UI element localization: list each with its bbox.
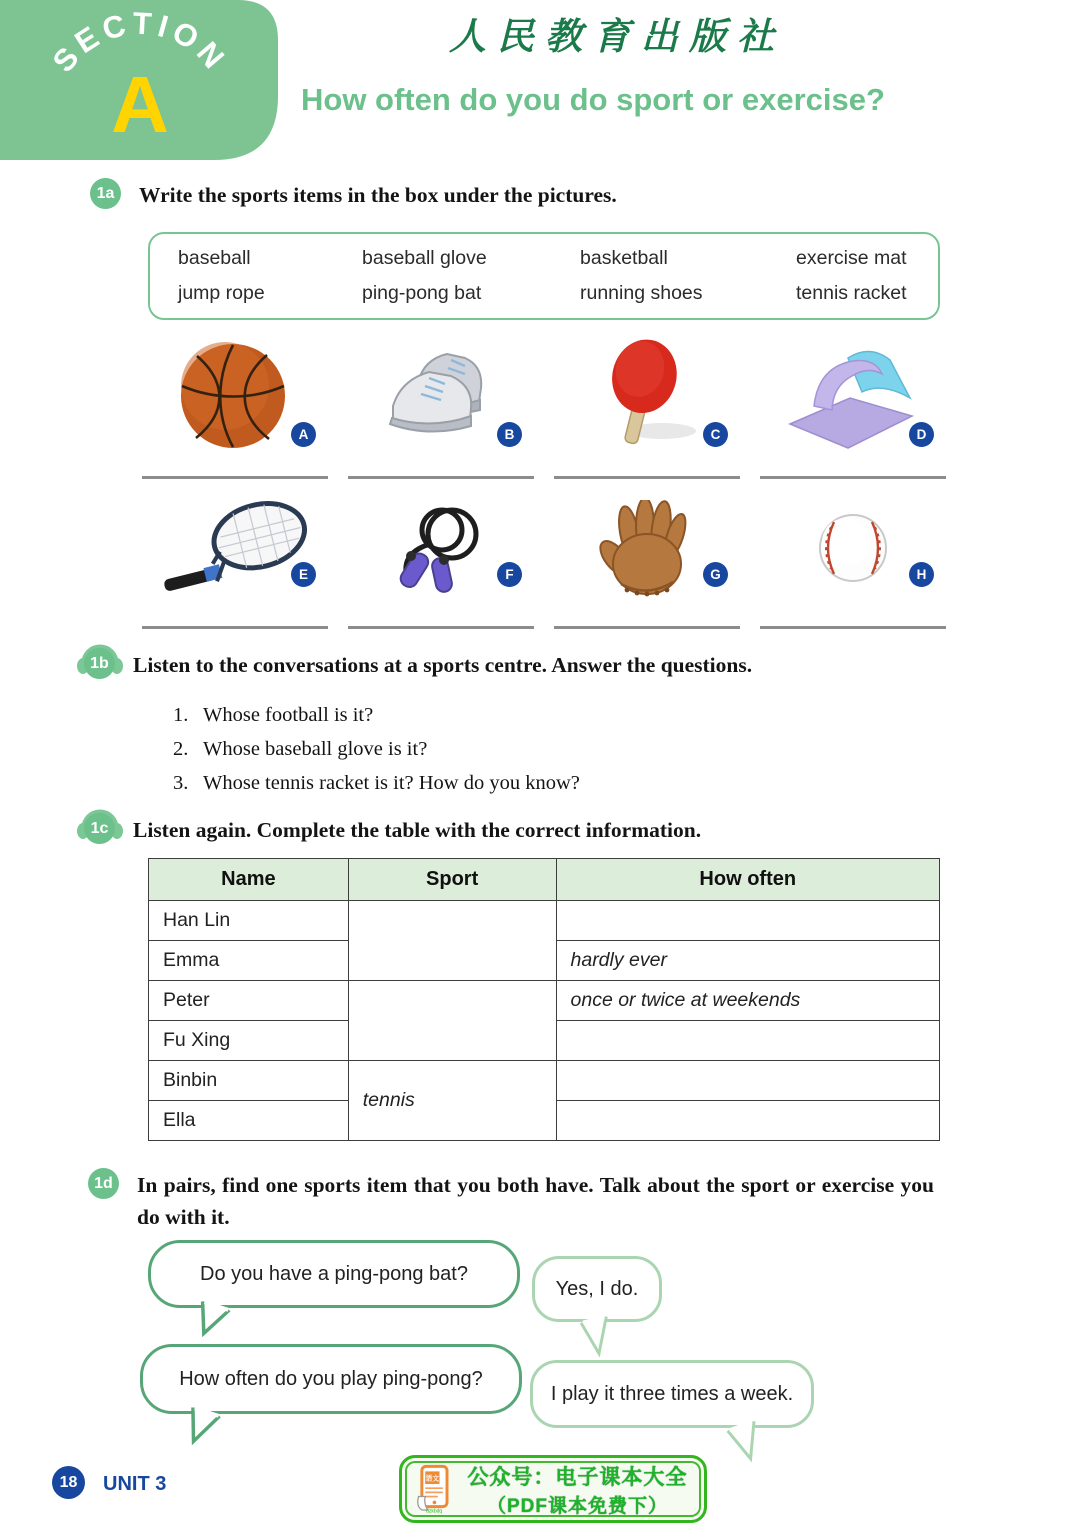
speech-bubble-question-1 (148, 1240, 520, 1308)
speech-text: How often do you play ping-pong? (179, 1367, 483, 1390)
unit-label: UNIT 3 (103, 1473, 167, 1495)
word-item: ping-pong bat (362, 282, 482, 304)
section-label: SECTION (45, 5, 235, 79)
tennis-racket-image (140, 500, 330, 610)
speech-bubble-question-2 (140, 1344, 522, 1414)
promo-line-1: 公众号：电子课本大全 (467, 1465, 688, 1489)
table-row (149, 1061, 940, 1101)
baseball-image (758, 500, 948, 610)
phone-ebook-icon (416, 1460, 453, 1518)
word-item: exercise mat (796, 247, 907, 269)
picture-cell-tennis-racket (140, 500, 330, 644)
picture-letter-badge: G (703, 562, 728, 587)
how-often-cell-empty[interactable] (556, 1061, 940, 1101)
word-box (148, 232, 940, 320)
pictures-grid (140, 336, 950, 644)
picture-cell-ping-pong-bat (552, 336, 742, 500)
activity-1c-heading (84, 813, 954, 846)
name-cell: Emma (149, 941, 349, 981)
answer-blank-line[interactable] (554, 626, 740, 629)
page-number-badge: 18 (52, 1466, 85, 1499)
picture-letter-badge: D (909, 422, 934, 447)
how-often-cell-empty[interactable] (556, 1101, 940, 1141)
picture-letter-badge: A (291, 422, 316, 447)
answer-blank-line[interactable] (348, 626, 534, 629)
activity-1b-heading (84, 648, 954, 681)
question-text: Whose football is it? (203, 703, 374, 726)
picture-letter-badge: B (497, 422, 522, 447)
answer-blank-line[interactable] (554, 476, 740, 479)
answer-blank-line[interactable] (760, 626, 946, 629)
question-text: Whose baseball glove is it? (203, 737, 428, 760)
word-item: jump rope (178, 282, 265, 304)
how-often-cell-empty[interactable] (556, 901, 940, 941)
picture-cell-jump-rope (346, 500, 536, 644)
bubble-tail (577, 1313, 622, 1361)
promo-line-2: （PDF课本免费下） (486, 1495, 668, 1517)
picture-cell-exercise-mat (758, 336, 948, 500)
picture-cell-baseball (758, 500, 948, 644)
table-header-name: Name (149, 859, 349, 901)
table-header-how-often: How often (556, 859, 940, 901)
phone-watermark-text: dzkbdq (426, 1508, 443, 1515)
question-text: Whose tennis racket is it? How do you know? (203, 771, 580, 794)
table-row (149, 901, 940, 941)
question-number: 3. (173, 771, 189, 794)
activity-1d-instruction: In pairs, find one sports item that you both have. Talk about the sport or exercise you do with it. (137, 1173, 934, 1229)
picture-letter-badge: E (291, 562, 316, 587)
word-item: baseball (178, 247, 251, 269)
table-header-row (149, 859, 940, 901)
how-often-cell: once or twice at weekends (556, 981, 940, 1021)
activity-1c-badge: 1c (84, 813, 115, 844)
picture-cell-basketball (140, 336, 330, 500)
activity-1d-badge: 1d (88, 1168, 119, 1199)
picture-letter-badge: F (497, 562, 522, 587)
activity-1a-badge: 1a (90, 178, 121, 209)
activity-1a-instruction: Write the sports items in the box under the pictures. (139, 183, 617, 207)
name-cell: Peter (149, 981, 349, 1021)
page-title: How often do you do sport or exercise? (301, 82, 885, 117)
answer-blank-line[interactable] (142, 476, 328, 479)
how-often-cell-empty[interactable] (556, 1021, 940, 1061)
speech-bubble-answer-1 (532, 1256, 662, 1322)
listening-table (148, 858, 940, 1141)
word-item: baseball glove (362, 247, 487, 269)
promo-badge (399, 1455, 707, 1523)
name-cell: Ella (149, 1101, 349, 1141)
answer-blank-line[interactable] (348, 476, 534, 479)
section-letter: A (111, 60, 169, 149)
table-row (149, 981, 940, 1021)
sport-cell-empty[interactable] (348, 981, 556, 1061)
bubble-tail (723, 1418, 771, 1468)
question-number: 1. (173, 703, 189, 726)
promo-text (461, 1461, 694, 1518)
bubble-tail (188, 1298, 233, 1343)
section-a-tab (0, 0, 280, 160)
question-number: 2. (173, 737, 189, 760)
speech-text: Yes, I do. (555, 1277, 639, 1300)
name-cell: Han Lin (149, 901, 349, 941)
speech-text: Do you have a ping-pong bat? (200, 1262, 468, 1285)
baseball-glove-image (552, 500, 742, 610)
activity-1a-heading (90, 178, 950, 211)
activity-1b-badge: 1b (84, 648, 115, 679)
picture-letter-badge: C (703, 422, 728, 447)
jump-rope-image (346, 500, 536, 610)
section-a-graphic (0, 0, 280, 160)
publisher-calligraphy: 人民教育出版社 (449, 14, 785, 58)
activity-1b-instruction: Listen to the conversations at a sports centre. Answer the questions. (133, 653, 753, 677)
name-cell: Fu Xing (149, 1021, 349, 1061)
activity-1d-heading (88, 1168, 940, 1233)
how-often-cell: hardly ever (556, 941, 940, 981)
speech-bubble-answer-2 (530, 1360, 814, 1428)
picture-cell-baseball-glove (552, 500, 742, 644)
answer-blank-line[interactable] (142, 626, 328, 629)
question-item (173, 766, 580, 800)
phone-label-text: 语文 (425, 1475, 440, 1483)
answer-blank-line[interactable] (760, 476, 946, 479)
word-item: basketball (580, 247, 668, 269)
sport-cell-empty[interactable] (348, 901, 556, 981)
sport-cell-tennis: tennis (348, 1061, 556, 1141)
picture-letter-badge: H (909, 562, 934, 587)
table-header-sport: Sport (348, 859, 556, 901)
activity-1c-instruction: Listen again. Complete the table with the correct information. (133, 818, 702, 842)
bubble-tail (178, 1404, 224, 1451)
question-item (173, 732, 580, 766)
word-item: running shoes (580, 282, 703, 304)
question-item (173, 698, 580, 732)
word-item: tennis racket (796, 282, 907, 304)
speech-text: I play it three times a week. (550, 1382, 794, 1405)
name-cell: Binbin (149, 1061, 349, 1101)
question-list (173, 698, 580, 800)
picture-cell-running-shoes (346, 336, 536, 500)
